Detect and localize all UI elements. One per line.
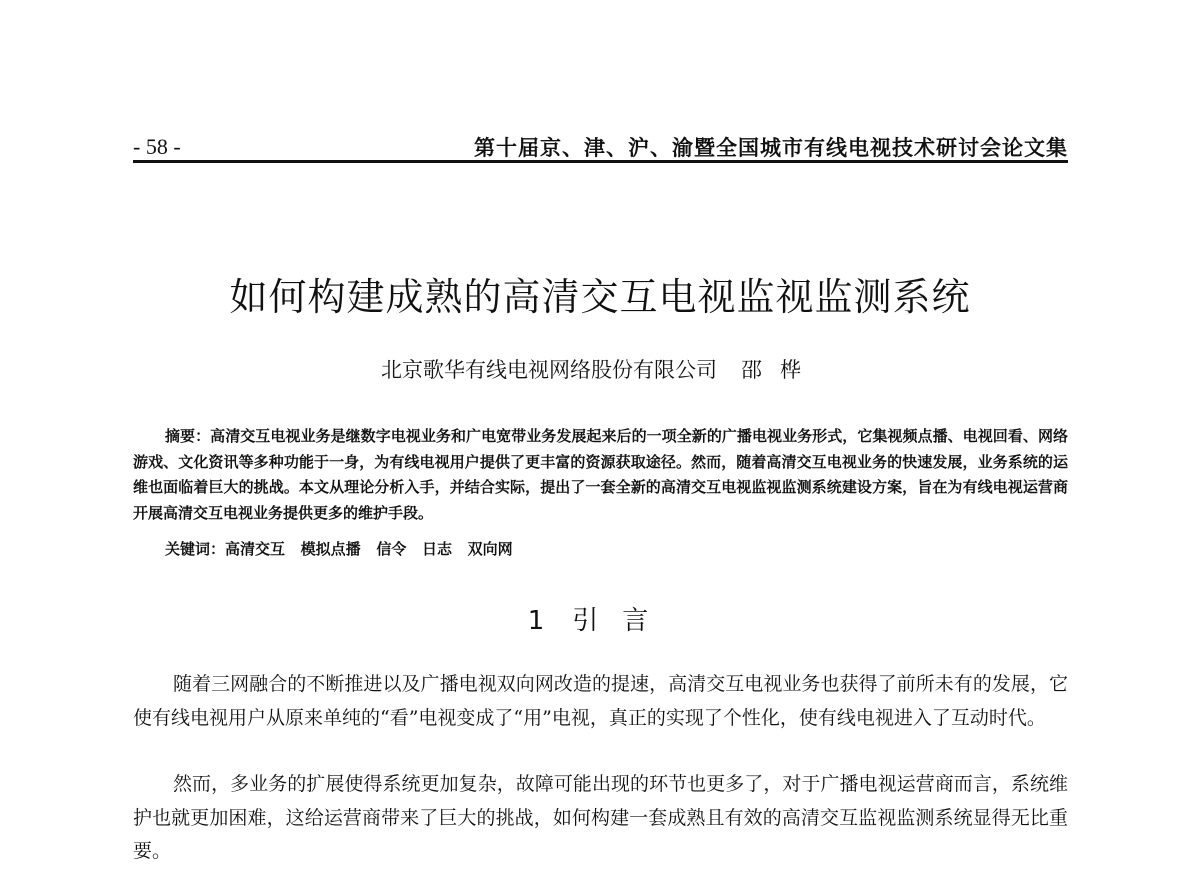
body-paragraph: 随着三网融合的不断推进以及广播电视双向网改造的提速，高清交互电视业务也获得了前所未有的发展，它使有线电视用户从原来单纯的“看”电视变成了“用”电视，真正的实现了个性化，使有线电视进入了互动时代。	[133, 673, 1068, 729]
body-paragraph: 然而，多业务的扩展使得系统更加复杂，故障可能出现的环节也更多了，对于广播电视运营商而言，系统维护也就更加困难，这给运营商带来了巨大的挑战，如何构建一套成熟且有效的高清交互监视监测系统显得无比重要。	[133, 773, 1068, 862]
page-number: - 58 -	[133, 134, 181, 159]
affiliation: 北京歌华有线电视网络股份有限公司	[381, 358, 717, 382]
keywords: 关键词：高清交互 模拟点播 信令 日志 双向网	[165, 540, 513, 558]
journal-title: 第十届京、津、沪、渝暨全国城市有线电视技术研讨会论文集	[474, 135, 1068, 160]
running-header	[133, 128, 1068, 162]
author-name: 邵桦	[741, 358, 819, 382]
paper-title: 如何构建成熟的高清交互电视监视监测系统	[229, 275, 971, 319]
section-number: 1	[527, 606, 545, 636]
affiliation-line	[0, 354, 1200, 384]
header-rule	[133, 160, 1068, 163]
abstract: 摘要：高清交互电视业务是继数字电视业务和广电宽带业务发展起来后的一项全新的广播电视业务形式，它集视频点播、电视回看、网络游戏、文化资讯等多种功能于一身，为有线电视用户提供了更丰富的资源获取途径。然而，随着高清交互电视业务的快速发展，业务系统的运维也面临着巨大的挑战。本文从理论分析入手，并结合实际，提出了一套全新的高清交互电视监视监测系统建设方案，旨在为有线电视运营商开展高清交互电视业务提供更多的维护手段。	[133, 427, 1068, 522]
section-heading	[0, 600, 1200, 637]
section-title: 引言	[572, 606, 673, 636]
